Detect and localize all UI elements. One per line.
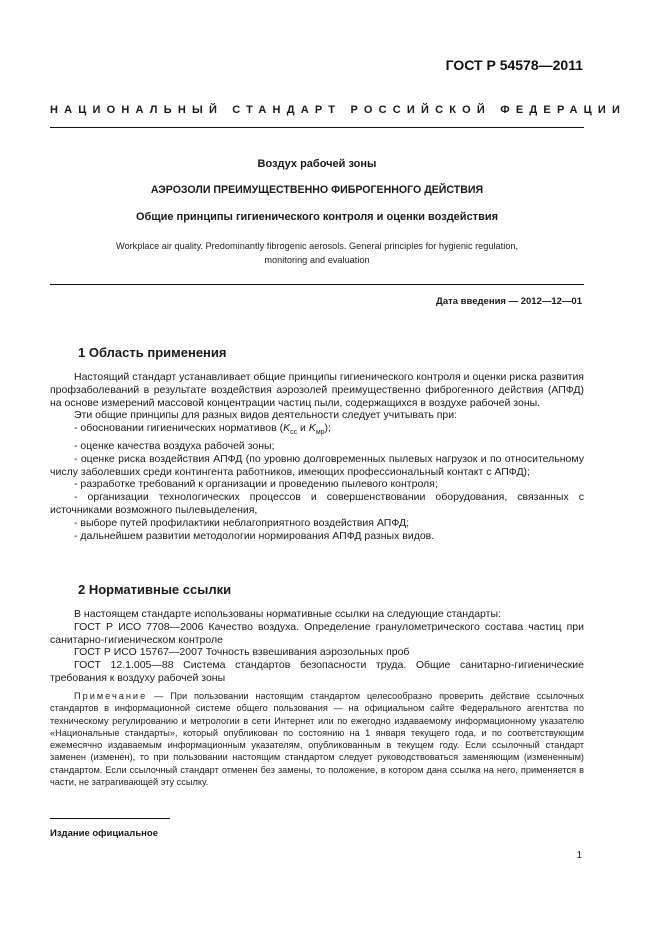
list-item-5: - организации технологических процессов и совершенствовании оборудования, связанных с источниками возможного пылевыделения, [50,491,584,517]
list-item-1-suffix: ); [324,422,331,435]
english-title-line-1: Workplace air quality. Predominantly fibrogenic aerosols. General principles for hygienic regulation, [115,241,519,251]
note-paragraph [50,690,584,788]
official-edition: Издание официальное [50,828,158,839]
introduction-date: Дата введения — 2012—12—01 [436,296,582,307]
english-title-line-2: monitoring and evaluation [264,255,370,265]
list-item-1 [50,422,584,440]
list-item-6: - выборе путей профилактики неблагоприятного воздействия АПФД; [74,516,409,529]
note-label: Примечание [74,691,148,701]
section-1-paragraph-1: Настоящий стандарт устанавливает общие принципы гигиенического контроля и оценки риска развития профзаболеваний в результате воздействия аэрозолей преимущественно фиброгенного действия (АПФД) на основе измерений массовой концентрации частиц пыли, содержащихся в воздухе рабочей зоны. [50,371,584,409]
title-line-1: Воздух рабочей зоны [257,158,377,170]
note-block [50,690,584,788]
list-item-3: - оценке риска воздействия АПФД (по уровню долговременных пылевых нагрузок и по относительному числу заболевших среди контингента работников, имеющих профессиональный контакт с АПФД); [50,452,584,478]
list-item-2: - оценке качества воздуха рабочей зоны; [74,440,275,453]
section-1-heading: 1 Область применения [78,345,227,360]
section-2-heading: 2 Нормативные ссылки [78,582,232,597]
k-mr-sub: мр [315,429,325,437]
footer-divider [50,818,170,819]
note-text: — При пользовании настоящим стандартом целесообразно проверить действие ссылочных стандартов в информационной системе общего пользования — на официальном сайте Федерального агентства по техническому регулированию и метрологии в сети Интернет или по ежегодно издаваемому информационному указателю «Национальные стандарты», который опубликован по состоянию на 1 января текущего года, и по соответствующим ежемесячно издаваемым информационным указателям, опубликованным в текущем году. Если ссылочный стандарт заменен (изменен), то при пользовании настоящим стандартом следует руководствоваться заменяющим (измененным) стандартом. Если ссылочный стандарт отменен без замены, то положение, в котором дана ссылка на него, применяется в части, не затрагивающей эту ссылку. [50,691,584,788]
top-divider [50,127,584,128]
english-title [50,239,584,267]
reference-2: ГОСТ Р ИСО 15767—2007 Точность взвешивания аэрозольных проб [74,646,410,659]
reference-3: ГОСТ 12.1.005—88 Система стандартов безопасности труда. Общие санитарно-гигиенические требования к воздуху рабочей зоны [50,659,584,684]
section-2-intro: В настоящем стандарте использованы нормативные ссылки на следующие стандарты: [74,608,501,620]
list-item-1-prefix: - обосновании гигиенических нормативов ( [74,422,284,435]
national-standard-banner: НАЦИОНАЛЬНЫЙ СТАНДАРТ РОССИЙСКОЙ ФЕДЕРАЦИИ [50,104,627,116]
k-cc: K [283,422,291,435]
list-item-1-and: и [297,422,309,435]
title-line-3: Общие принципы гигиенического контроля и оценки воздействия [135,211,499,223]
k-cc-sub: сс [290,429,298,437]
list-item-4: - разработке требований к организации и проведению пылевого контроля; [74,478,438,491]
list-item-7: - дальнейшем развитии методологии нормирования АПФД разных видов. [74,529,435,542]
page-number: 1 [576,850,582,861]
reference-1: ГОСТ Р ИСО 7708—2006 Качество воздуха. Определение гранулометрического состава частиц при санитарно-гигиеническом контроле [50,620,584,646]
k-mr: K [308,422,316,435]
section-2-body [50,608,584,685]
title-divider [50,284,584,285]
document-code: ГОСТ Р 54578—2011 [445,57,583,73]
section-1-body [50,371,584,542]
title-line-2: АЭРОЗОЛИ ПРЕИМУЩЕСТВЕННО ФИБРОГЕННОГО ДЕЙСТВИЯ [150,184,484,196]
section-1-paragraph-2: Эти общие принципы для разных видов деятельности следует учитывать при: [74,409,458,422]
